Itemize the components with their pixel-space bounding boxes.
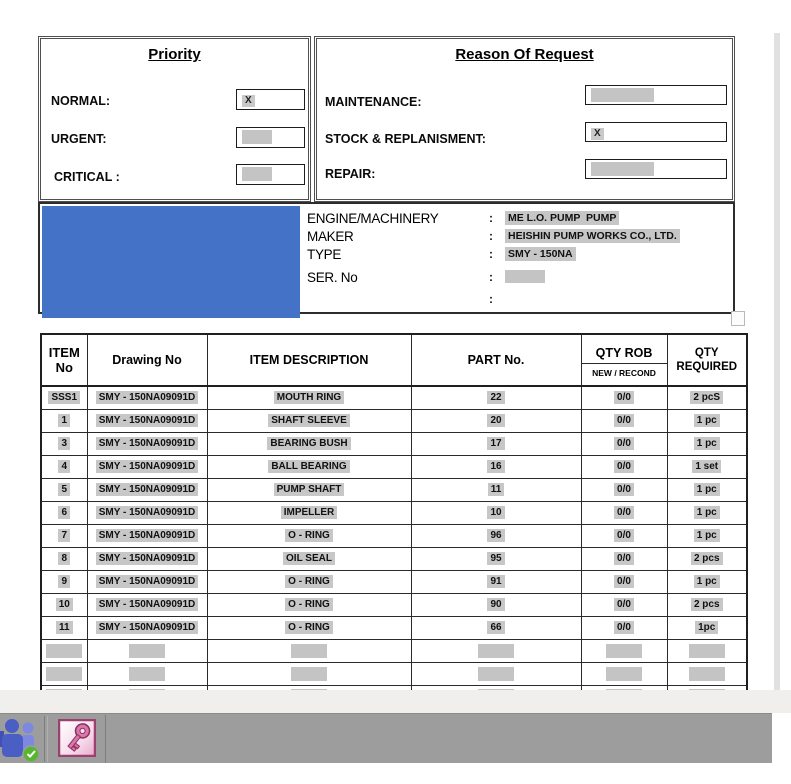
cell-item-no[interactable]: SSS1 (41, 386, 87, 409)
table-row (41, 662, 747, 685)
teams-icon[interactable] (0, 718, 42, 762)
machinery-panel (38, 202, 735, 314)
access-key-icon (58, 719, 96, 757)
cell-item-no[interactable]: 8 (41, 547, 87, 570)
extra-row (307, 292, 511, 308)
status-strip (0, 690, 791, 713)
cell-item-no[interactable]: 11 (41, 616, 87, 639)
critical-label: CRITICAL : (54, 170, 120, 184)
cell-qty-required[interactable]: 1 pc (667, 524, 747, 547)
cell-qty-rob[interactable] (581, 639, 667, 662)
table-row (41, 432, 747, 455)
cell-description[interactable]: O - RING (207, 570, 411, 593)
cell-qty-rob[interactable] (581, 662, 667, 685)
cell-drawing-no[interactable]: SMY - 150NA09091D (87, 478, 207, 501)
taskbar-access-button[interactable] (48, 715, 106, 763)
cell-part-no[interactable] (411, 662, 581, 685)
table-header-row (41, 334, 747, 386)
cell-description[interactable]: MOUTH RING (207, 386, 411, 409)
separator: : (489, 211, 493, 225)
table-row (41, 524, 747, 547)
header-drawing-no: Drawing No (87, 334, 207, 386)
urgent-label: URGENT: (51, 132, 107, 146)
table-row (41, 501, 747, 524)
separator: : (489, 270, 493, 284)
engine-machinery-label: ENGINE/MACHINERY (307, 211, 439, 226)
table-row (41, 409, 747, 432)
cell-item-no[interactable]: 9 (41, 570, 87, 593)
cell-item-no[interactable]: 5 (41, 478, 87, 501)
cell-item-no[interactable]: 10 (41, 593, 87, 616)
cell-qty-rob[interactable]: 0/0 (581, 570, 667, 593)
cell-qty-rob[interactable]: 0/0 (581, 409, 667, 432)
maker-label: MAKER (307, 229, 354, 244)
header-qty-required: QTY REQUIRED (667, 334, 747, 386)
cell-description[interactable]: PUMP SHAFT (207, 478, 411, 501)
engine-machinery-value[interactable]: ME L.O. PUMP PUMP (505, 211, 619, 225)
cell-description[interactable]: O - RING (207, 524, 411, 547)
cell-qty-rob[interactable]: 0/0 (581, 455, 667, 478)
parts-table-wrap (40, 333, 748, 690)
cell-item-no[interactable]: 4 (41, 455, 87, 478)
repair-field[interactable] (585, 159, 727, 179)
cell-description[interactable]: BEARING BUSH (207, 432, 411, 455)
cell-drawing-no[interactable]: SMY - 150NA09091D (87, 593, 207, 616)
maker-row (307, 229, 680, 245)
type-value[interactable]: SMY - 150NA (505, 247, 576, 261)
reason-title: Reason Of Request (455, 46, 594, 63)
cell-qty-rob[interactable]: 0/0 (581, 386, 667, 409)
stock-replanisment-field[interactable]: X (585, 122, 727, 142)
header-part-no: PART No. (411, 334, 581, 386)
cell-drawing-no[interactable]: SMY - 150NA09091D (87, 409, 207, 432)
cell-qty-required[interactable]: 1 pc (667, 478, 747, 501)
table-row (41, 547, 747, 570)
serial-no-label: SER. No (307, 270, 358, 285)
cell-part-no[interactable] (411, 639, 581, 662)
maintenance-field[interactable] (585, 85, 727, 105)
separator: : (489, 229, 493, 243)
cell-part-no[interactable]: 90 (411, 593, 581, 616)
header-qty-rob: QTY ROB NEW / RECOND (581, 334, 667, 386)
stock-replanisment-label: STOCK & REPLANISMENT: (325, 132, 486, 146)
cell-qty-required[interactable]: 1 pc (667, 409, 747, 432)
cell-drawing-no[interactable] (87, 662, 207, 685)
separator: : (489, 247, 493, 261)
cell-drawing-no[interactable]: SMY - 150NA09091D (87, 501, 207, 524)
header-item-no: ITEM No (41, 334, 87, 386)
table-row (41, 455, 747, 478)
parts-table (40, 333, 748, 690)
header-description: ITEM DESCRIPTION (207, 334, 411, 386)
urgent-field[interactable] (236, 127, 305, 148)
cell-item-no[interactable]: 3 (41, 432, 87, 455)
cell-qty-required[interactable]: 2 pcs (667, 593, 747, 616)
serial-no-row (307, 270, 545, 286)
cell-part-no[interactable]: 66 (411, 616, 581, 639)
cell-qty-required[interactable] (667, 639, 747, 662)
cell-part-no[interactable]: 22 (411, 386, 581, 409)
cell-item-no[interactable] (41, 662, 87, 685)
cell-qty-required[interactable]: 2 pcs (667, 547, 747, 570)
cell-description[interactable]: O - RING (207, 616, 411, 639)
cell-description[interactable]: IMPELLER (207, 501, 411, 524)
critical-field[interactable] (236, 164, 305, 185)
cell-qty-required[interactable] (667, 662, 747, 685)
vertical-scrollbar[interactable] (774, 33, 780, 690)
cell-part-no[interactable]: 11 (411, 478, 581, 501)
cell-qty-rob[interactable]: 0/0 (581, 432, 667, 455)
cell-part-no[interactable]: 20 (411, 409, 581, 432)
normal-field[interactable]: X (236, 89, 305, 110)
type-label: TYPE (307, 247, 342, 262)
cell-item-no[interactable]: 7 (41, 524, 87, 547)
cell-drawing-no[interactable]: SMY - 150NA09091D (87, 570, 207, 593)
extra-value[interactable] (505, 292, 511, 294)
cell-qty-rob[interactable]: 0/0 (581, 547, 667, 570)
cell-part-no[interactable]: 95 (411, 547, 581, 570)
engine-machinery-row (307, 211, 619, 227)
maintenance-label: MAINTENANCE: (325, 95, 422, 109)
maker-value[interactable]: HEISHIN PUMP WORKS CO., LTD. (505, 229, 680, 243)
cell-item-no[interactable] (41, 639, 87, 662)
serial-no-value[interactable] (505, 270, 545, 283)
cell-drawing-no[interactable]: SMY - 150NA09091D (87, 524, 207, 547)
cell-item-no[interactable]: 6 (41, 501, 87, 524)
cell-drawing-no[interactable]: SMY - 150NA09091D (87, 547, 207, 570)
priority-panel (38, 36, 311, 202)
stray-checkbox[interactable] (731, 311, 745, 326)
cell-drawing-no[interactable]: SMY - 150NA09091D (87, 432, 207, 455)
table-row (41, 616, 747, 639)
cell-description[interactable]: BALL BEARING (207, 455, 411, 478)
cell-part-no[interactable]: 91 (411, 570, 581, 593)
logo-image-placeholder (42, 206, 300, 318)
parts-table-body (41, 386, 747, 690)
cell-part-no[interactable]: 16 (411, 455, 581, 478)
cell-part-no[interactable]: 96 (411, 524, 581, 547)
cell-part-no[interactable]: 17 (411, 432, 581, 455)
type-row (307, 247, 576, 263)
cell-qty-rob[interactable]: 0/0 (581, 593, 667, 616)
cell-qty-rob[interactable]: 0/0 (581, 524, 667, 547)
cell-drawing-no[interactable]: SMY - 150NA09091D (87, 455, 207, 478)
cell-drawing-no[interactable] (87, 639, 207, 662)
repair-label: REPAIR: (325, 167, 376, 181)
cell-qty-required[interactable]: 1 pc (667, 432, 747, 455)
cell-description[interactable]: OIL SEAL (207, 547, 411, 570)
table-row (41, 593, 747, 616)
cell-qty-required[interactable]: 1pc (667, 616, 747, 639)
cell-drawing-no[interactable]: SMY - 150NA09091D (87, 386, 207, 409)
table-row (41, 386, 747, 409)
cell-drawing-no[interactable]: SMY - 150NA09091D (87, 616, 207, 639)
cell-item-no[interactable]: 1 (41, 409, 87, 432)
cell-qty-rob[interactable]: 0/0 (581, 501, 667, 524)
separator: : (489, 292, 493, 306)
reason-panel (314, 36, 735, 202)
cell-part-no[interactable]: 10 (411, 501, 581, 524)
cell-qty-rob[interactable]: 0/0 (581, 478, 667, 501)
cell-qty-required[interactable]: 1 pc (667, 501, 747, 524)
cell-qty-required[interactable]: 1 set (667, 455, 747, 478)
cell-description[interactable] (207, 639, 411, 662)
cell-qty-rob[interactable]: 0/0 (581, 616, 667, 639)
table-row (41, 639, 747, 662)
cell-description[interactable] (207, 662, 411, 685)
normal-label: NORMAL: (51, 94, 111, 108)
taskbar (0, 713, 772, 763)
cell-qty-required[interactable]: 1 pc (667, 570, 747, 593)
cell-qty-required[interactable]: 2 pcS (667, 386, 747, 409)
priority-title: Priority (148, 46, 201, 63)
table-row (41, 570, 747, 593)
cell-description[interactable]: SHAFT SLEEVE (207, 409, 411, 432)
table-row (41, 478, 747, 501)
cell-description[interactable]: O - RING (207, 593, 411, 616)
